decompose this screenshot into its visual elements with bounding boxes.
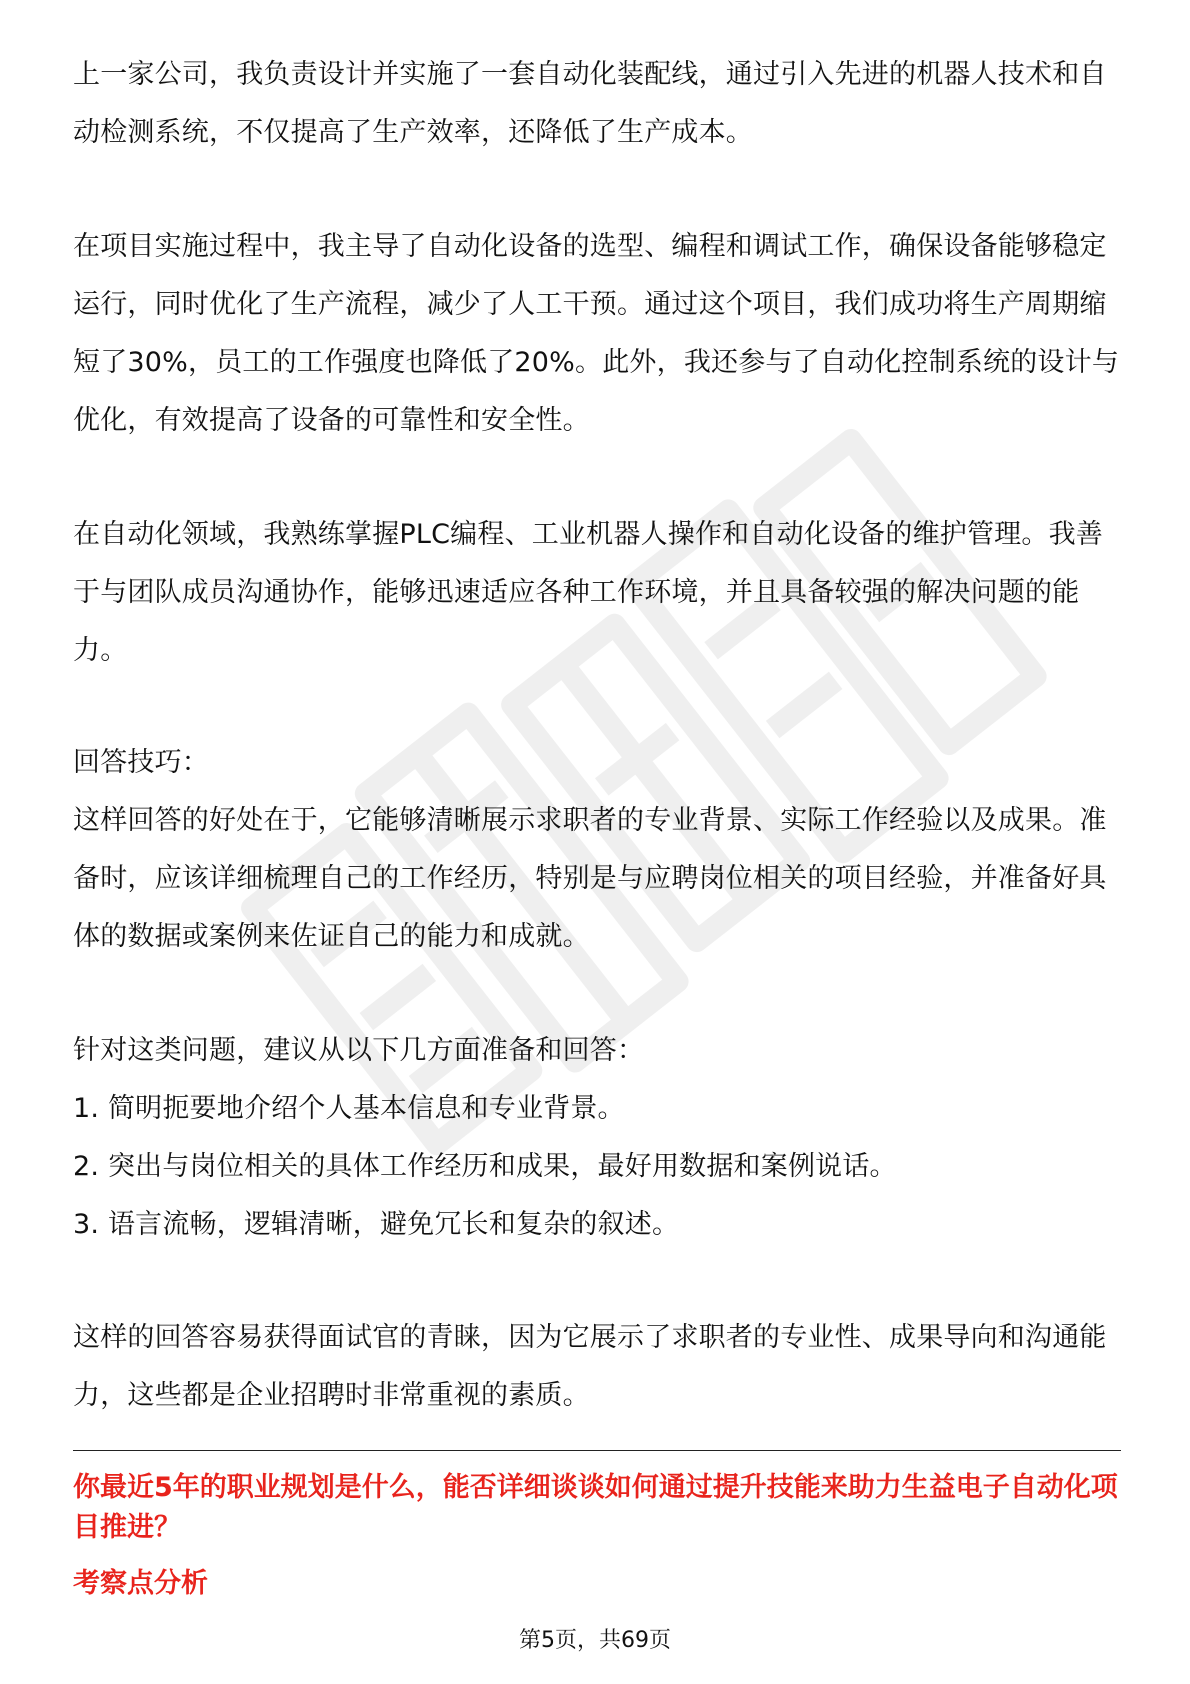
tips-heading: 回答技巧： [73,747,209,778]
advice-intro: 针对这类问题，建议从以下几方面准备和回答： [73,1035,645,1066]
analysis-section-label: 考察点分析 [73,1568,208,1599]
paragraph-experience-intro: 上一家公司，我负责设计并实施了一套自动化装配线，通过引入先进的机器人技术和自动检测系统，不仅提高了生产效率，还降低了生产成本。 [73,59,1107,148]
paragraph-project-details: 在项目实施过程中，我主导了自动化设备的选型、编程和调试工作，确保设备能够稳定运行，同时优化了生产流程，减少了人工干预。通过这个项目，我们成功将生产周期缩短了30%，员工的工作强度也降低了20%。此外，我还参与了自动化控制系统的设计与优化，有效提高了设备的可靠性和安全性。 [73,231,1120,436]
tips-body: 这样回答的好处在于，它能够清晰展示求职者的专业背景、实际工作经验以及成果。准备时，应该详细梳理自己的工作经历，特别是与应聘岗位相关的项目经验，并准备好具体的数据或案例来佐证自己的能力和成就。 [73,805,1107,952]
list-item: 2. 突出与岗位相关的具体工作经历和成果，最好用数据和案例说话。 [73,1151,897,1182]
closing-paragraph: 这样的回答容易获得面试官的青睐，因为它展示了求职者的专业性、成果导向和沟通能力，这些都是企业招聘时非常重视的素质。 [73,1322,1107,1411]
list-item: 3. 语言流畅，逻辑清晰，避免冗长和复杂的叙述。 [73,1209,680,1240]
page-footer: 第5页，共69页 [519,1628,671,1653]
paragraph-skills: 在自动化领域，我熟练掌握PLC编程、工业机器人操作和自动化设备的维护管理。我善于与团队成员沟通协作，能够迅速适应各种工作环境，并且具备较强的解决问题的能力。 [73,519,1103,666]
section-divider [73,1450,1121,1451]
list-item: 1. 简明扼要地介绍个人基本信息和专业背景。 [73,1093,625,1124]
advice-list [73,1080,1121,1254]
interview-question-heading: 你最近5年的职业规划是什么，能否详细谈谈如何通过提升技能来助力生益电子自动化项目推进？ [73,1472,1118,1543]
